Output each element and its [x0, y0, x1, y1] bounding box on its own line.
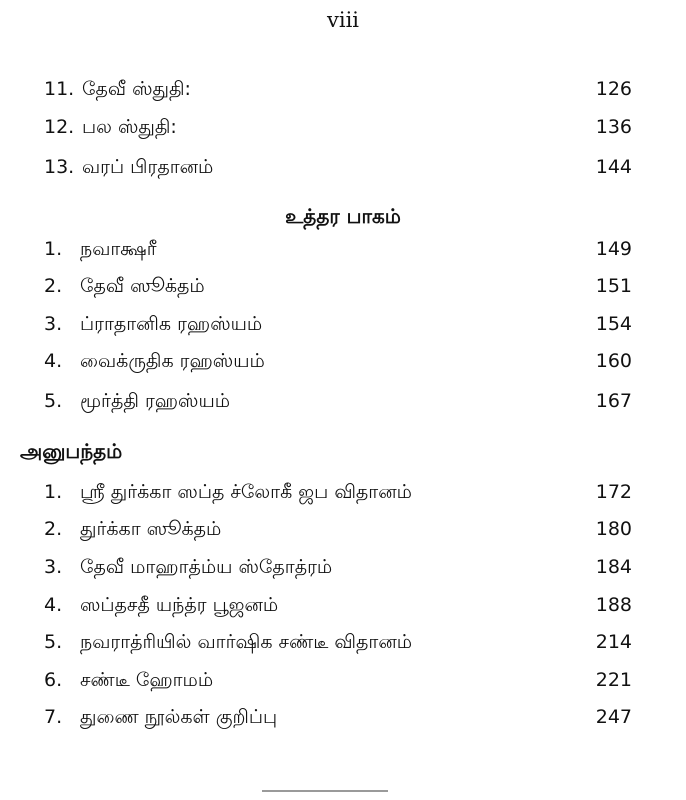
entry-number: 3.: [44, 313, 63, 335]
toc-entry: [44, 516, 632, 542]
entry-page: 214: [595, 631, 632, 653]
entry-number: 4.: [44, 350, 63, 372]
entry-number: 4.: [44, 594, 63, 616]
entry-title: சண்டீ ஹோமம்: [80, 669, 214, 691]
entry-page: 126: [595, 78, 632, 100]
entry-number: 2.: [44, 275, 63, 297]
entry-number: 6.: [44, 669, 63, 691]
footer-divider: [262, 790, 388, 792]
entry-title: மூர்த்தி ரஹஸ்யம்: [80, 390, 231, 412]
entry-page: 151: [595, 275, 632, 297]
entry-page: 167: [595, 390, 632, 412]
entry-page: 180: [595, 518, 632, 540]
entry-page: 149: [595, 238, 632, 260]
entry-title: வைக்ருதிக ரஹஸ்யம்: [80, 350, 265, 372]
entry-title: ஸ்ரீ துர்க்கா ஸப்த ச்லோகீ ஜப விதானம்: [80, 481, 412, 503]
entry-number: 13.: [44, 156, 75, 178]
toc-entry: [44, 114, 632, 140]
entry-page: 144: [595, 156, 632, 178]
toc-entry: [44, 236, 632, 262]
entry-page: 221: [595, 669, 632, 691]
entry-number: 5.: [44, 390, 63, 412]
entry-page: 154: [595, 313, 632, 335]
entry-page: 172: [595, 481, 632, 503]
toc-entry: [44, 311, 632, 337]
entry-title: தேவீ ஸூக்தம்: [80, 275, 205, 297]
toc-entry: [44, 479, 632, 505]
entry-title: பல ஸ்துதி:: [82, 116, 177, 138]
entry-title: துணை நூல்கள் குறிப்பு: [80, 706, 278, 728]
entry-number: 5.: [44, 631, 63, 653]
entry-number: 1.: [44, 238, 63, 260]
toc-entry: [44, 273, 632, 299]
entry-number: 7.: [44, 706, 63, 728]
entry-title: தேவீ மாஹாத்ம்ய ஸ்தோத்ரம்: [80, 556, 333, 578]
entry-title: நவாக்ஷரீ: [80, 238, 157, 260]
entry-page: 136: [595, 116, 632, 138]
entry-number: 1.: [44, 481, 63, 503]
toc-entry: [44, 704, 632, 730]
entry-page: 160: [595, 350, 632, 372]
toc-entry: [44, 388, 632, 414]
entry-number: 2.: [44, 518, 63, 540]
entry-title: துர்க்கா ஸூக்தம்: [80, 518, 222, 540]
toc-entry: [44, 554, 632, 580]
toc-entry: [44, 592, 632, 618]
section-heading-uttara-bhagam: உத்தர பாகம்: [285, 204, 401, 228]
toc-entry: [44, 667, 632, 693]
entry-page: 188: [595, 594, 632, 616]
toc-entry: [44, 76, 632, 102]
entry-title: ஸப்தசதீ யந்த்ர பூஜனம்: [80, 594, 279, 616]
entry-page: 247: [595, 706, 632, 728]
entry-number: 12.: [44, 116, 75, 138]
toc-entry: [44, 154, 632, 180]
entry-title: ப்ராதானிக ரஹஸ்யம்: [80, 313, 263, 335]
entry-number: 3.: [44, 556, 63, 578]
toc-entry: [44, 348, 632, 374]
toc-entry: [44, 629, 632, 655]
page-number: viii: [326, 8, 359, 32]
entry-page: 184: [595, 556, 632, 578]
section-heading-anubandham: அனுபந்தம்: [20, 439, 123, 463]
entry-number: 11.: [44, 78, 75, 100]
entry-title: நவராத்ரியில் வார்ஷிக சண்டீ விதானம்: [80, 631, 413, 653]
entry-title: தேவீ ஸ்துதி:: [82, 78, 191, 100]
entry-title: வரப் பிரதானம்: [82, 156, 214, 178]
